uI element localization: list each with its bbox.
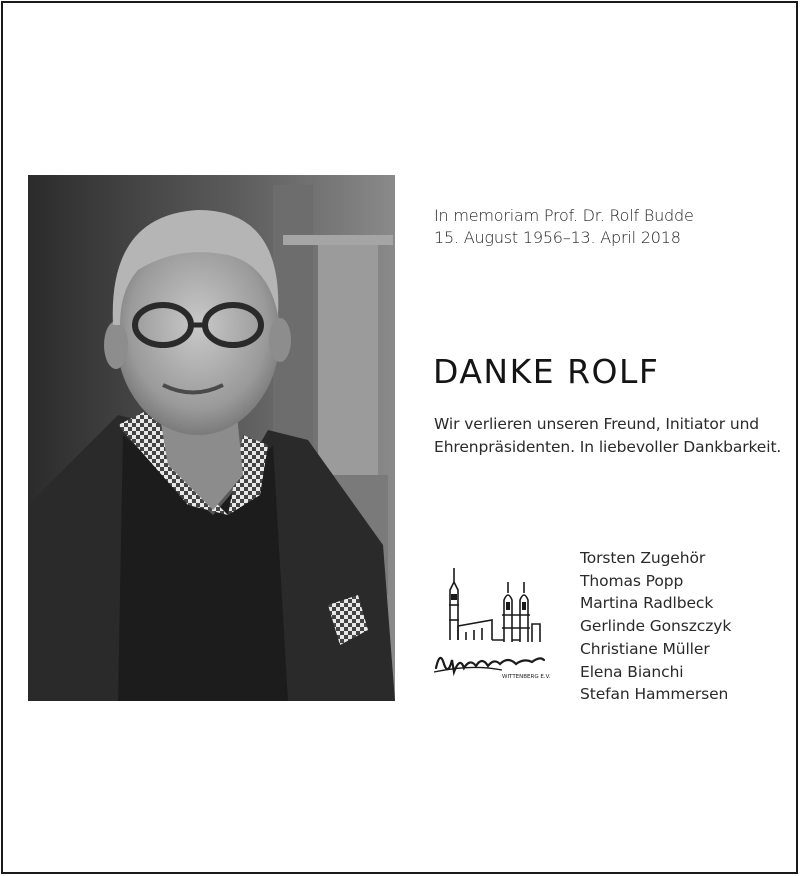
kunstverein-logo-graphic bbox=[432, 560, 552, 680]
kunstverein-logo bbox=[432, 560, 552, 680]
tribute-line-2: Ehrenpräsidenten. In liebevoller Dankbarkeit. bbox=[434, 438, 782, 456]
tribute-line-1: Wir verlieren unseren Freund, Initiator und bbox=[434, 415, 760, 433]
memoriam-block bbox=[434, 205, 694, 249]
signer-name: Stefan Hammersen bbox=[580, 685, 729, 704]
portrait-photo bbox=[28, 175, 395, 701]
signers-list bbox=[580, 547, 731, 706]
signer-name: Christiane Müller bbox=[580, 639, 710, 658]
headline: DANKE ROLF bbox=[433, 352, 660, 391]
logo-caption: WITTENBERG E.V. bbox=[502, 674, 551, 680]
signer-name: Gerlinde Gonszczyk bbox=[580, 617, 732, 636]
signer-name: Elena Bianchi bbox=[580, 662, 684, 681]
dates-line: 15. August 1956–13. April 2018 bbox=[434, 228, 681, 247]
memoriam-line: In memoriam Prof. Dr. Rolf Budde bbox=[434, 206, 694, 225]
signer-name: Martina Radlbeck bbox=[580, 594, 714, 613]
tribute-text bbox=[434, 413, 781, 459]
signer-name: Thomas Popp bbox=[580, 571, 684, 590]
signer-name: Torsten Zugehör bbox=[580, 549, 706, 567]
